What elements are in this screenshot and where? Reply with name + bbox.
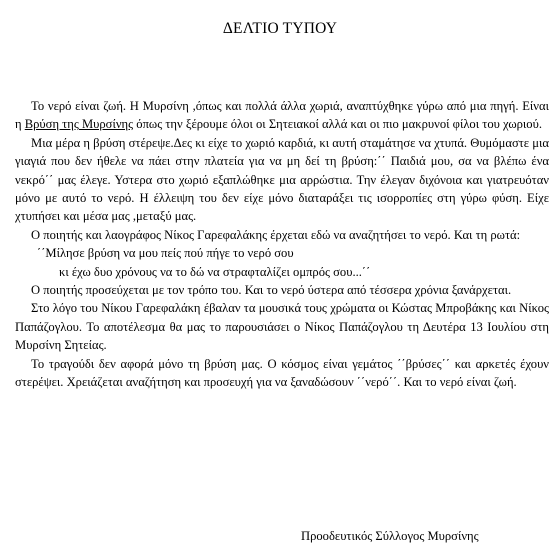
poem-line-1: ΄΄Μίλησε βρύση να μου πείς πού πήγε το νερό σου (37, 246, 294, 261)
paragraph-intro-text-b: όπως την ξέρουμε όλοι οι Σητειακοί αλλά και οι πιο μακρυνοί φίλοι του χωριού. (133, 117, 542, 132)
signature: Προοδευτικός Σύλλογος Μυρσίνης (301, 529, 479, 543)
poem-line-2: κι έχω δυο χρόνους να το δώ να στραφταλίζει ομπρός σου...΄΄ (59, 264, 371, 279)
paragraph-intro-text-a: Το νερό είναι ζωή. Η Μυρσίνη ,όπως και πολλά άλλα χωριά, αναπτύχθηκε γύρω από μια πηγή. Είναι η (15, 99, 549, 132)
paragraph-fountain-dried: Μια μέρα η βρύση στέρεψε.Δες κι είχε το χωριό καρδιά, κι αυτή σταμάτησε να χτυπά. Θυμόμαστε μια γιαγιά που δεν ήθελε να πάει στην πλατεία για να μη δεί τη βρύση:΄΄ Παιδιά μου, σα να βλέπω ένα νεκρό΄΄ μας έλεγε. Υστερα στο χωριό εξαπλώθηκε μια αρρώστια. Την έλεγαν διχόνοια και γιατρευόταν μόνο με αυτό το νερό. Η έλλειψη του δεν είχε μόνο διαταράξει τις ισορροπίες στη γύρω φύση. Είχε χτυπήσει και μέσα μας ,μεταξύ μας. (15, 135, 549, 224)
paragraph-poet: Ο ποιητής και λαογράφος Νίκος Γαρεφαλάκης έρχεται εδώ να αναζητήσει το νερό. Και τη ρωτά: (31, 227, 521, 242)
paragraph-music: Στο λόγο του Νίκου Γαρεφαλάκη έβαλαν τα μουσικά τους χρώματα οι Κώστας Μπροβάκης και Νίκος Παπάζογλου. Το αποτέλεσμα θα μας το παρουσιάσει ο Νίκος Παπάζογλου τη Δευτέρα 13 Ιουλίου στη Μυρσίνη Σητείας. (15, 301, 549, 353)
paragraph-intro (15, 97, 549, 134)
page-title: ΔΕΛΤΙΟ ΤΥΠΟΥ (222, 20, 338, 37)
paragraph-song: Το τραγούδι δεν αφορά μόνο τη βρύση μας. Ο κόσμος είναι γεμάτος ΄΄βρύσες΄΄ και αρκετές έχουν στερέψει. Χρειάζεται αναζήτηση και προσευχή για να ξαναδώσουν ΄΄νερό΄΄. Και το νερό είναι ζωή. (15, 356, 549, 390)
paragraph-prayer: Ο ποιητής προσεύχεται με τον τρόπο του. Και το νερό ύστερα από τέσσερα χρόνια ξανάρχεται. (31, 283, 512, 298)
document-body (15, 97, 549, 392)
fountain-name: Βρύση της Μυρσίνης (24, 117, 134, 132)
